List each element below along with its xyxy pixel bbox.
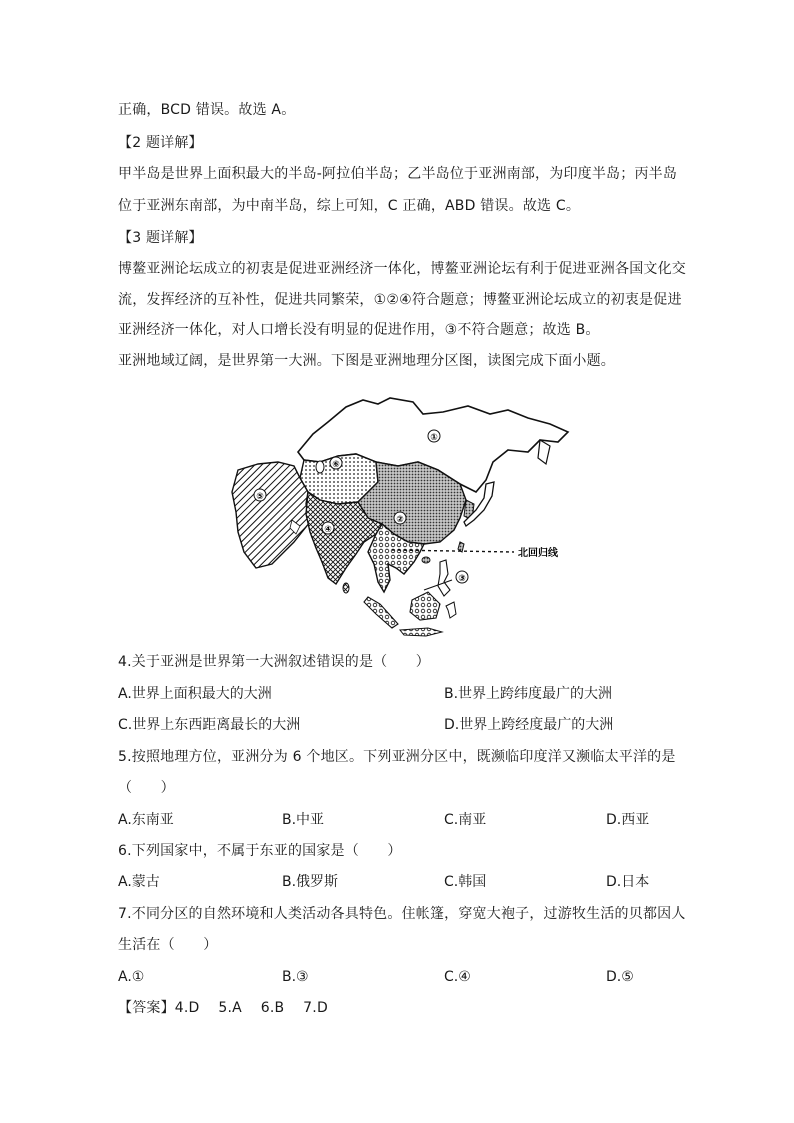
map-intro-text: 亚洲地域辽阔，是世界第一大洲。下图是亚洲地理分区图，读图完成下面小题。 bbox=[118, 353, 615, 369]
q4-option-d: D.世界上跨经度最广的大洲 bbox=[444, 717, 614, 733]
asia-region-map bbox=[228, 392, 578, 637]
aral-sea bbox=[316, 461, 324, 473]
explanation-line-4: 博鳌亚洲论坛成立的初衷是促进亚洲经济一体化，博鳌亚洲论坛有利于促进亚洲各国文化交 bbox=[118, 261, 686, 277]
tropic-of-cancer-label: 北回归线 bbox=[518, 548, 558, 559]
section-heading-q2: 【2 题详解】 bbox=[118, 135, 203, 151]
q4-option-b: B.世界上跨纬度最广的大洲 bbox=[444, 686, 613, 702]
question-6-stem: 6.下列国家中，不属于东亚的国家是（ ） bbox=[118, 843, 402, 859]
q7-option-c: C.④ bbox=[444, 969, 471, 985]
q6-option-a: A.蒙古 bbox=[118, 874, 160, 890]
q5-option-a: A.东南亚 bbox=[118, 812, 174, 828]
explanation-line-5: 流，发挥经济的互补性，促进共同繁荣，①②④符合题意；博鳌亚洲论坛成立的初衷是促进 bbox=[118, 292, 682, 308]
question-7-stem: 7.不同分区的自然环境和人类活动各具特色。住帐篷，穿宽大袍子，过游牧生活的贝都因人 bbox=[118, 906, 686, 922]
svg-text:⑥: ⑥ bbox=[332, 460, 340, 470]
q4-option-c: C.世界上东西距离最长的大洲 bbox=[118, 717, 301, 733]
section-heading-q3: 【3 题详解】 bbox=[118, 230, 203, 246]
explanation-line-2: 甲半岛是世界上面积最大的半岛-阿拉伯半岛；乙半岛位于亚洲南部，为印度半岛；丙半岛 bbox=[118, 166, 678, 182]
svg-text:①: ① bbox=[430, 433, 438, 443]
explanation-line-3: 位于亚洲东南部，为中南半岛，综上可知，C 正确，ABD 错误。故选 C。 bbox=[118, 198, 581, 214]
q6-option-b: B.俄罗斯 bbox=[282, 874, 339, 890]
sulawesi-island bbox=[446, 602, 456, 618]
q5-option-c: C.南亚 bbox=[444, 812, 487, 828]
java-island bbox=[400, 628, 442, 636]
sri-lanka-island bbox=[343, 583, 349, 593]
question-5-stem: 5.按照地理方位，亚洲分为 6 个地区。下列亚洲分区中，既濒临印度洋又濒临太平洋的是 bbox=[118, 749, 676, 765]
region-label-3 bbox=[456, 571, 468, 584]
q7-option-b: B.③ bbox=[282, 969, 309, 985]
svg-text:③: ③ bbox=[458, 574, 466, 584]
q5-option-b: B.中亚 bbox=[282, 812, 325, 828]
hainan-island bbox=[422, 557, 430, 563]
answer-key: 【答案】4.D 5.A 6.B 7.D bbox=[118, 1000, 328, 1016]
svg-text:④: ④ bbox=[324, 525, 332, 535]
q6-option-c: C.韩国 bbox=[444, 874, 487, 890]
question-7-stem-cont: 生活在（ ） bbox=[118, 937, 218, 953]
sumatra-island bbox=[364, 597, 398, 628]
question-4-stem: 4.关于亚洲是世界第一大洲叙述错误的是（ ） bbox=[118, 654, 430, 670]
svg-text:⑤: ⑤ bbox=[256, 492, 264, 502]
q5-option-d: D.西亚 bbox=[606, 812, 650, 828]
q6-option-d: D.日本 bbox=[606, 874, 650, 890]
philippine-islands bbox=[438, 560, 450, 596]
kamchatka-peninsula bbox=[538, 440, 550, 464]
explanation-line-1: 正确，BCD 错误。故选 A。 bbox=[118, 102, 296, 118]
svg-text:②: ② bbox=[396, 515, 404, 525]
q7-option-a: A.① bbox=[118, 969, 145, 985]
borneo-island bbox=[410, 592, 440, 620]
question-5-stem-cont: （ ） bbox=[118, 780, 175, 796]
explanation-line-6: 亚洲经济一体化，对人口增长没有明显的促进作用，③不符合题意；故选 B。 bbox=[118, 322, 600, 338]
region-west-asia bbox=[232, 462, 310, 568]
q7-option-d: D.⑤ bbox=[606, 969, 634, 985]
q4-option-a: A.世界上面积最大的大洲 bbox=[118, 686, 272, 702]
